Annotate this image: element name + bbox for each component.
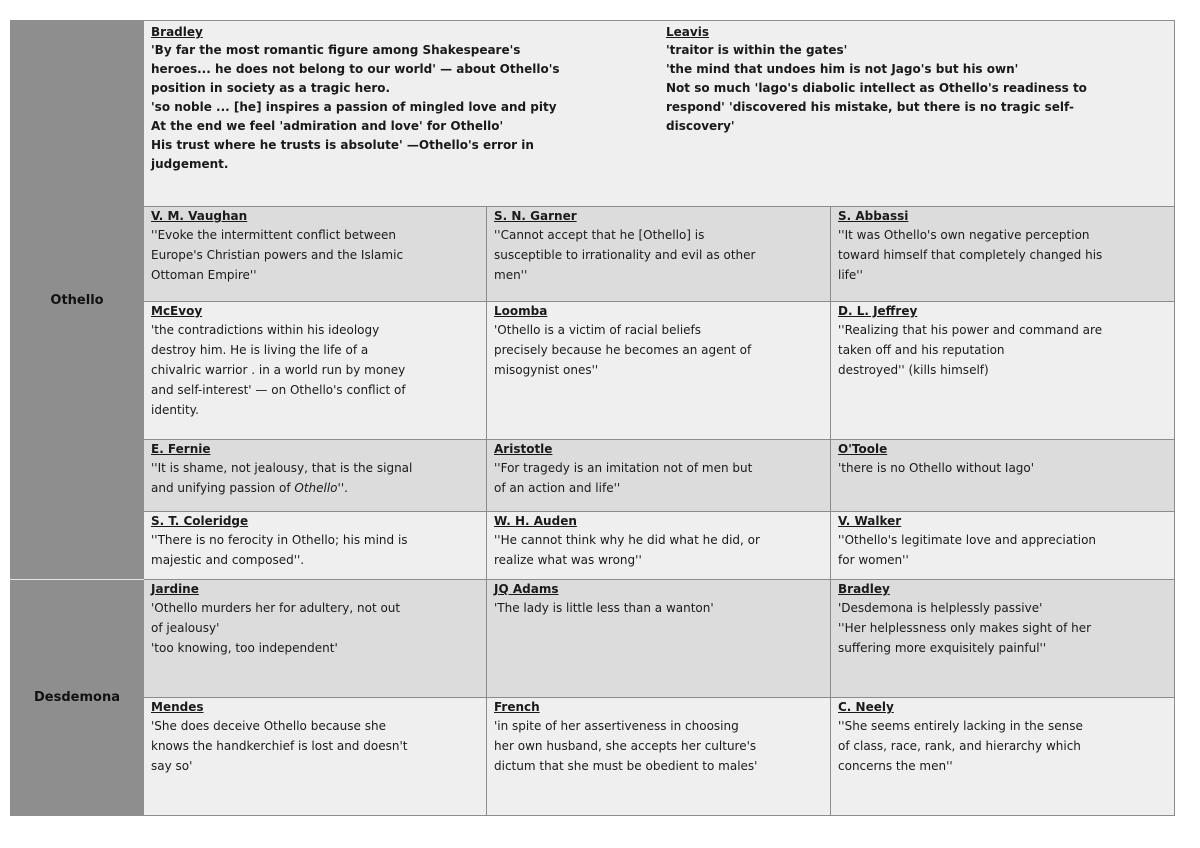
critic-name: O'Toole: [838, 442, 888, 456]
critic-quote: ''Realizing that his power and command are taken off and his reputation destroyed'' (kills himself): [838, 323, 1103, 377]
critics-table: [10, 20, 1175, 816]
section-title-desdemona: Desdemona: [34, 690, 120, 705]
critic-cell: [144, 440, 487, 512]
critic-cell: [487, 440, 831, 512]
critic-quote: 'Othello is a victim of racial beliefs precisely because he becomes an agent of misogynist ones'': [494, 323, 752, 377]
critic-name: Jardine: [151, 582, 199, 596]
summary-bradley: [151, 23, 659, 174]
critic-cell: [144, 512, 487, 580]
critic-name: S. N. Garner: [494, 209, 577, 223]
critic-quote: 'in spite of her assertiveness in choosing her own husband, she accepts her culture's dictum that she must be obedient to males': [494, 719, 758, 773]
quote-italic-title: Othello: [294, 481, 338, 495]
critic-quote: 'traitor is within the gates' 'the mind that undoes him is not Jago's but his own' Not so much 'lago's diabolic intellect as Othello's readiness to respond' 'discovered his mistake, but there is no tragic self- discovery': [666, 43, 1087, 133]
critic-name: S. T. Coleridge: [151, 514, 249, 528]
critic-quote: 'She does deceive Othello because she knows the handkerchief is lost and doesn't say so': [151, 719, 408, 773]
critic-cell: [831, 512, 1175, 580]
critic-name: Bradley: [151, 25, 203, 39]
othello-row-1: [11, 207, 1175, 302]
othello-summary-box: [144, 21, 1175, 207]
critic-cell: [487, 698, 831, 816]
critic-quote: ''For tragedy is an imitation not of men but of an action and life'': [494, 461, 753, 495]
quote-text: ''It is shame, not jealousy, that is the signal and unifying passion of: [151, 461, 413, 495]
critic-cell: [144, 207, 487, 302]
critic-name: Leavis: [666, 25, 709, 39]
critic-name: S. Abbassi: [838, 209, 909, 223]
critic-quote: ''She seems entirely lacking in the sense of class, race, rank, and hierarchy which concerns the men'': [838, 719, 1083, 773]
critics-table-sheet: [10, 20, 1174, 816]
critic-cell: [831, 698, 1175, 816]
critic-quote: 'Desdemona is helplessly passive' ''Her helplessness only makes sight of her suffering more exquisitely painful'': [838, 601, 1092, 655]
desdemona-row-2: [11, 698, 1175, 816]
critic-quote: 'the contradictions within his ideology destroy him. He is living the life of a chivalric warrior . in a world run by money and self-interest' — on Othello's conflict of identity.: [151, 323, 406, 417]
critic-name: V. M. Vaughan: [151, 209, 248, 223]
section-label-desdemona: [11, 580, 144, 816]
critic-cell: [831, 207, 1175, 302]
critic-name: McEvoy: [151, 304, 203, 318]
critic-cell: [144, 302, 487, 440]
critic-cell: [487, 580, 831, 698]
section-label-othello: [11, 21, 144, 580]
critic-name: D. L. Jeffrey: [838, 304, 918, 318]
critic-name: W. H. Auden: [494, 514, 577, 528]
section-title-othello: Othello: [50, 292, 104, 308]
critic-name: French: [494, 700, 540, 714]
critic-name: Bradley: [838, 582, 890, 596]
critic-cell: [144, 698, 487, 816]
othello-row-3: [11, 440, 1175, 512]
critic-quote: 'The lady is little less than a wanton': [494, 601, 714, 615]
othello-summary-row: [11, 21, 1175, 207]
critic-quote: ''There is no ferocity in Othello; his mind is majestic and composed''.: [151, 533, 408, 567]
critic-cell: [831, 440, 1175, 512]
critic-name: V. Walker: [838, 514, 902, 528]
critic-quote: 'Othello murders her for adultery, not out of jealousy' 'too knowing, too independent': [151, 601, 401, 655]
critic-quote: 'there is no Othello without Iago': [838, 461, 1035, 475]
critic-quote: ''He cannot think why he did what he did, or realize what was wrong'': [494, 533, 760, 567]
critic-cell: [487, 302, 831, 440]
critic-quote: ''Evoke the intermittent conflict between Europe's Christian powers and the Islamic Ottoman Empire'': [151, 228, 404, 282]
critic-name: C. Neely: [838, 700, 894, 714]
desdemona-row-1: [11, 580, 1175, 698]
othello-row-2: [11, 302, 1175, 440]
critic-name: JQ Adams: [494, 582, 559, 596]
critic-cell: [144, 580, 487, 698]
critic-quote: ''It was Othello's own negative perception toward himself that completely changed his life'': [838, 228, 1103, 282]
critic-cell: [487, 512, 831, 580]
critic-name: E. Fernie: [151, 442, 211, 456]
critic-cell: [831, 302, 1175, 440]
critic-quote: ''Othello's legitimate love and appreciation for women'': [838, 533, 1097, 567]
critic-name: Loomba: [494, 304, 548, 318]
summary-leavis: [666, 23, 1166, 174]
critic-quote: 'By far the most romantic figure among Shakespeare's heroes... he does not belong to our world' — about Othello's position in society as a tragic hero. 'so noble ... [he] inspires a passion of mingled love and pity At the end we feel 'admiration and love' for Othello' His trust where he trusts is absolute' —Othello's error in judgement.: [151, 43, 560, 171]
quote-tail: ''.: [337, 481, 348, 495]
othello-row-4: [11, 512, 1175, 580]
critic-cell: [831, 580, 1175, 698]
critic-quote: ''Cannot accept that he [Othello] is susceptible to irrationality and evil as other men'': [494, 228, 756, 282]
critic-name: Aristotle: [494, 442, 553, 456]
critic-quote: [151, 458, 480, 498]
critic-name: Mendes: [151, 700, 204, 714]
critic-cell: [487, 207, 831, 302]
